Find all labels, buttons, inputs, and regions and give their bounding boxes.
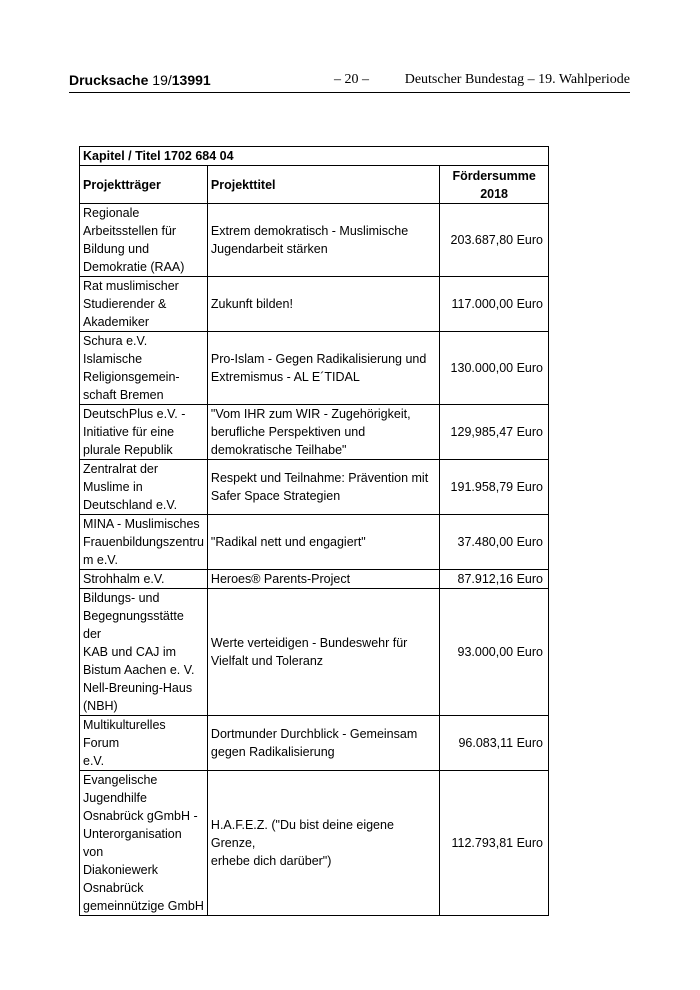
cell-projekttitel: Zukunft bilden!	[207, 277, 439, 332]
table-row	[80, 405, 549, 460]
cell-projekttitel: Heroes® Parents-Project	[207, 570, 439, 589]
table-row	[80, 515, 549, 570]
document-number	[69, 72, 211, 88]
cell-projekttraeger: Multikulturelles Forum e.V.	[80, 716, 208, 771]
page-number: – 20 –	[334, 72, 369, 87]
table-row	[80, 589, 549, 716]
table-row	[80, 716, 549, 771]
cell-projekttraeger: Strohhalm e.V.	[80, 570, 208, 589]
table-row	[80, 332, 549, 405]
cell-projekttitel: Respekt und Teilnahme: Prävention mit Safer Space Strategien	[207, 460, 439, 515]
table-header-row	[80, 166, 549, 204]
cell-foerdersumme: 203.687,80 Euro	[440, 204, 549, 277]
cell-foerdersumme: 117.000,00 Euro	[440, 277, 549, 332]
page-header	[69, 70, 630, 93]
doc-label: Drucksache	[69, 72, 149, 88]
cell-projekttraeger: Regionale Arbeitsstellen für Bildung und Demokratie (RAA)	[80, 204, 208, 277]
table-row	[80, 277, 549, 332]
cell-projekttraeger: Zentralrat der Muslime in Deutschland e.V.	[80, 460, 208, 515]
cell-projekttraeger: DeutschPlus e.V. - Initiative für eine plurale Republik	[80, 405, 208, 460]
cell-foerdersumme: 37.480,00 Euro	[440, 515, 549, 570]
column-header-projekttitel: Projekttitel	[207, 166, 439, 204]
table-row	[80, 204, 549, 277]
cell-foerdersumme: 191.958,79 Euro	[440, 460, 549, 515]
cell-projekttitel: H.A.F.E.Z. ("Du bist deine eigene Grenze, erhebe dich darüber")	[207, 771, 439, 916]
cell-foerdersumme: 87.912,16 Euro	[440, 570, 549, 589]
cell-foerdersumme: 129,985,47 Euro	[440, 405, 549, 460]
publisher: Deutscher Bundestag – 19. Wahlperiode	[404, 72, 630, 87]
cell-foerdersumme: 93.000,00 Euro	[440, 589, 549, 716]
table-row	[80, 460, 549, 515]
table-row	[80, 771, 549, 916]
column-header-projekttraeger: Projektträger	[80, 166, 208, 204]
cell-projekttraeger: Rat muslimischer Studierender & Akademiker	[80, 277, 208, 332]
cell-projekttraeger: Schura e.V. Islamische Religionsgemein- schaft Bremen	[80, 332, 208, 405]
table-row	[80, 570, 549, 589]
cell-projekttraeger: Bildungs- und Begegnungsstätte der KAB und CAJ im Bistum Aachen e. V. Nell-Breuning-Haus (NBH)	[80, 589, 208, 716]
cell-projekttitel: Dortmunder Durchblick - Gemeinsam gegen Radikalisierung	[207, 716, 439, 771]
cell-projekttitel: "Radikal nett und engagiert"	[207, 515, 439, 570]
cell-foerdersumme: 130.000,00 Euro	[440, 332, 549, 405]
table-title: Kapitel / Titel 1702 684 04	[80, 147, 549, 166]
cell-projekttitel: Werte verteidigen - Bundeswehr für Vielfalt und Toleranz	[207, 589, 439, 716]
column-header-foerdersumme: Fördersumme 2018	[440, 166, 549, 204]
funding-table	[79, 146, 549, 916]
cell-projekttitel: Extrem demokratisch - Muslimische Jugendarbeit stärken	[207, 204, 439, 277]
doc-number-prefix: 19/	[152, 72, 172, 88]
cell-projekttraeger: MINA - Muslimisches Frauenbildungszentru m e.V.	[80, 515, 208, 570]
cell-projekttraeger: Evangelische Jugendhilfe Osnabrück gGmbH - Unterorganisation von Diakoniewerk Osnabrück gemeinnützige GmbH	[80, 771, 208, 916]
cell-projekttitel: "Vom IHR zum WIR - Zugehörigkeit, berufliche Perspektiven und demokratische Teilhabe"	[207, 405, 439, 460]
table-title-row	[80, 147, 549, 166]
cell-foerdersumme: 96.083,11 Euro	[440, 716, 549, 771]
cell-foerdersumme: 112.793,81 Euro	[440, 771, 549, 916]
doc-number-suffix: 13991	[171, 72, 211, 88]
cell-projekttitel: Pro-Islam - Gegen Radikalisierung und Extremismus - AL E´TIDAL	[207, 332, 439, 405]
